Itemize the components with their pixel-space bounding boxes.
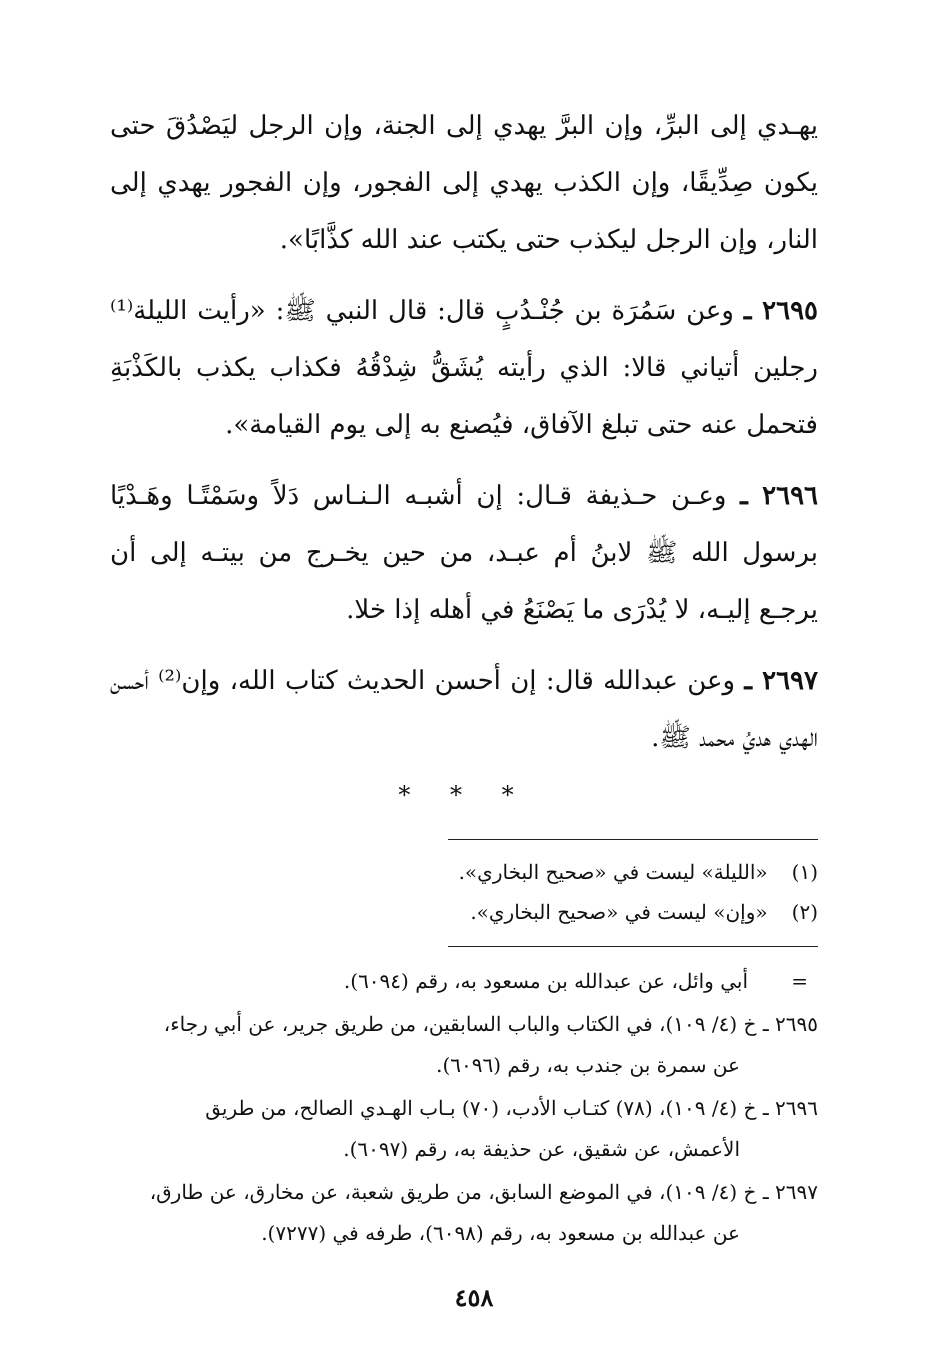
- hadith-text: وعـن حـذيفة قـال: إن أشبـه الـنـاس دَلاً وسَمْتًـا وهَـدْيًا برسول الله ﷺ لابنُ أم عبـد، من حين يخـرج من بيتـه إلى أن يرجـع إليـه، لا يُدْرَى ما يَصْنَعُ في أهله إذا خلا.: [110, 481, 818, 625]
- reference-text: أبي وائل، عن عبدالله بن مسعود به، رقم (٦٠٩٤).: [343, 969, 748, 993]
- reference-text: خ (٤/ ١٠٩)، في الموضع السابق، من طريق شعبة، عن مخارق، عن طارق،: [149, 1180, 757, 1204]
- footnote-text: «الليلة» ليست في «صحيح البخاري».: [458, 860, 768, 884]
- reference-continuation: الأعمش، عن شقيق، عن حذيفة به، رقم (٦٠٩٧).: [343, 1137, 740, 1161]
- footnote-text: «وإن» ليست في «صحيح البخاري».: [470, 900, 768, 924]
- footnote-list: [110, 852, 818, 932]
- section-separator: * * *: [398, 781, 530, 809]
- reference-text: خ (٤/ ١٠٩)، في الكتاب والباب السابقين، من طريق جرير، عن أبي رجاء،: [163, 1012, 757, 1036]
- hadith-text: وعن سَمُرَة بن جُنْـدُبٍ قال: قال النبي ﷺ: «رأيت الليلة⁽¹⁾ رجلين أتياني قالا: الذي رأيته يُشَقُّ شِدْقُهُ فكذاب يكذب بالكَذْبَةِ فتحمل عنه حتى تبلغ الآفاق، فيُصنع به إلى يوم القيامة».: [110, 296, 818, 440]
- reference-item: [110, 1088, 818, 1170]
- footnote-item: [110, 892, 818, 932]
- hadith-number: ٢٦٩٥ ـ: [743, 296, 819, 326]
- reference-list: [110, 961, 818, 1254]
- footnote-number: (٢): [791, 900, 818, 924]
- hadith-text: يهـدي إلى البرِّ، وإن البرَّ يهدي إلى الجنة، وإن الرجل ليَصْدُقَ حتى يكون صِدِّيقًا، وإن الكذب يهدي إلى الفجور، وإن الفجور يهدي إلى النار، وإن الرجل ليكذب حتى يكتب عند الله كذَّابًا».: [110, 111, 818, 255]
- reference-lead: ٢٦٩٥ ـ: [762, 1012, 818, 1036]
- reference-lead: =: [791, 969, 808, 993]
- reference-continuation: عن عبدالله بن مسعود به، رقم (٦٠٩٨)، طرفه في (٧٢٧٧).: [261, 1221, 740, 1245]
- reference-text: خ (٤/ ١٠٩)، (٧٨) كتـاب الأدب، (٧٠) بـاب الهـدي الصالح، من طريق: [205, 1096, 757, 1120]
- hadith-paragraph-continued: [110, 98, 818, 269]
- hadith-text: وعن عبدالله قال: إن أحسن الحديث كتاب الله، وإن⁽²⁾ أحسن الهدي هديُ محمد ﷺ.: [110, 666, 818, 753]
- references-divider: [448, 946, 818, 947]
- reference-item: [110, 1004, 818, 1086]
- reference-lead: ٢٦٩٦ ـ: [762, 1096, 818, 1120]
- hadith-paragraph-2697: [110, 653, 818, 767]
- reference-continuation: عن سمرة بن جندب به، رقم (٦٠٩٦).: [436, 1053, 740, 1077]
- hadith-paragraph-2695: [110, 283, 818, 454]
- hadith-number: ٢٦٩٦ ـ: [740, 481, 818, 511]
- footnote-number: (١): [791, 860, 818, 884]
- reference-item: [110, 961, 818, 1002]
- hadith-number: ٢٦٩٧ ـ: [744, 666, 818, 696]
- footnote-divider: [448, 839, 818, 840]
- page-number: ٤٥٨: [454, 1283, 494, 1312]
- hadith-paragraph-2696: [110, 468, 818, 639]
- reference-item: [110, 1172, 818, 1254]
- reference-lead: ٢٦٩٧ ـ: [762, 1180, 818, 1204]
- page-body: [110, 98, 818, 1256]
- footnote-item: [110, 852, 818, 892]
